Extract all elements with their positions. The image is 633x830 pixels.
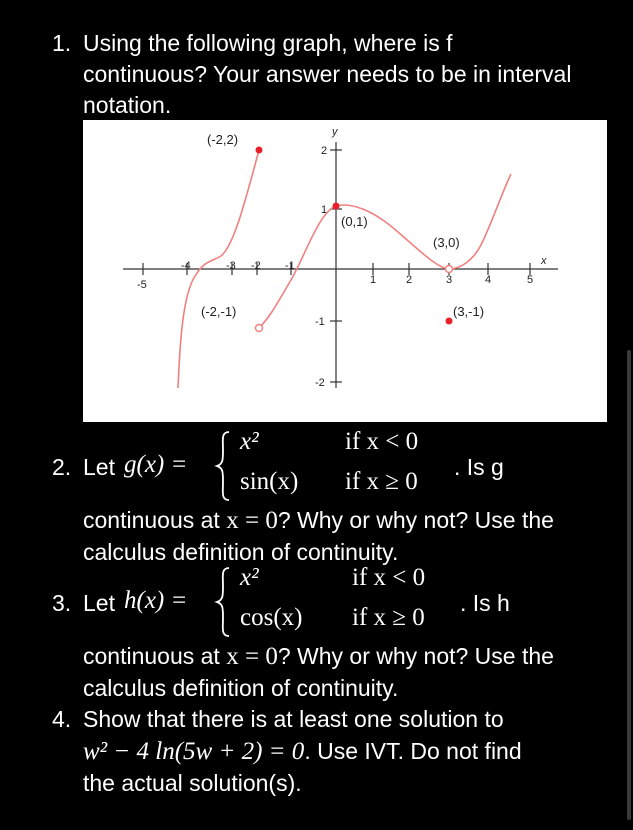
text-segment: continuous at	[83, 507, 227, 533]
y-tick-label: -2	[315, 377, 325, 389]
x-tick-label: -1	[285, 260, 295, 272]
x-tick-label: 5	[527, 274, 534, 286]
case-condition: if x ≥ 0	[345, 468, 418, 495]
x-tick-label: 3	[446, 274, 453, 286]
y-tick-label: 2	[321, 145, 328, 157]
open-point	[256, 325, 263, 332]
text-line: the actual solution(s).	[83, 770, 302, 796]
text-segment: . Use IVT. Do not find	[304, 738, 522, 764]
question-number: 3.	[52, 590, 72, 616]
question-text: . Is g	[454, 454, 504, 480]
function-name: g(x) =	[124, 451, 188, 478]
inline-math: x = 0	[226, 643, 278, 670]
function-name: h(x) =	[124, 587, 188, 614]
left-brace	[214, 430, 232, 502]
point-label: (-2,2)	[207, 132, 239, 147]
case-expr: sin(x)	[240, 468, 299, 495]
closed-point	[256, 147, 263, 154]
text-line: calculus definition of continuity.	[83, 675, 399, 701]
x-tick-label: -2	[251, 260, 261, 272]
question-prefix: Let	[83, 454, 115, 480]
text-segment: continuous at	[83, 643, 227, 669]
point-label: (3,0)	[433, 235, 460, 250]
text-line: notation.	[83, 92, 172, 118]
y-axis-label: y	[332, 126, 338, 138]
inline-math: x = 0	[226, 507, 278, 534]
x-tick-label: -5	[137, 279, 147, 291]
question-text	[83, 28, 571, 121]
question-number: 4.	[52, 706, 72, 732]
question-number: 1.	[52, 30, 72, 56]
question-number: 2.	[52, 454, 72, 480]
case-condition: if x < 0	[352, 564, 426, 591]
text-line	[83, 641, 623, 672]
text-line: continuous? Your answer needs to be in interval	[83, 61, 572, 87]
text-line	[83, 505, 623, 536]
closed-point	[333, 203, 340, 210]
open-point	[446, 266, 453, 273]
inline-math: w² − 4 ln(5w + 2) = 0	[83, 738, 305, 765]
case-expr: x²	[240, 428, 259, 455]
function-graph	[83, 120, 607, 422]
case-expr: cos(x)	[240, 604, 303, 631]
x-tick-label: 1	[370, 274, 377, 286]
x-axis-label: x	[541, 255, 547, 267]
text-line: Show that there is at least one solution to	[83, 706, 504, 732]
x-tick-label: -4	[181, 260, 191, 272]
y-tick-label: -1	[315, 316, 325, 328]
text-line	[83, 736, 623, 767]
text-line: Using the following graph, where is f	[83, 30, 453, 56]
text-segment: ? Why or why not? Use the	[277, 643, 554, 669]
y-tick-label: 1	[321, 204, 328, 216]
point-label: (3,-1)	[453, 304, 485, 319]
x-tick-label: 4	[485, 274, 492, 286]
question-text: . Is h	[460, 590, 510, 616]
point-label: (0,1)	[341, 214, 368, 229]
x-tick-label: -3	[226, 260, 236, 272]
case-condition: if x ≥ 0	[352, 604, 425, 631]
scrollbar[interactable]	[627, 350, 631, 820]
closed-point	[446, 318, 453, 325]
text-line: calculus definition of continuity.	[83, 539, 399, 565]
left-brace	[214, 566, 232, 638]
case-condition: if x < 0	[345, 428, 419, 455]
x-tick-label: 2	[406, 274, 413, 286]
case-expr: x²	[240, 564, 259, 591]
point-label: (-2,-1)	[201, 304, 237, 319]
question-prefix: Let	[83, 590, 115, 616]
text-segment: ? Why or why not? Use the	[277, 507, 554, 533]
